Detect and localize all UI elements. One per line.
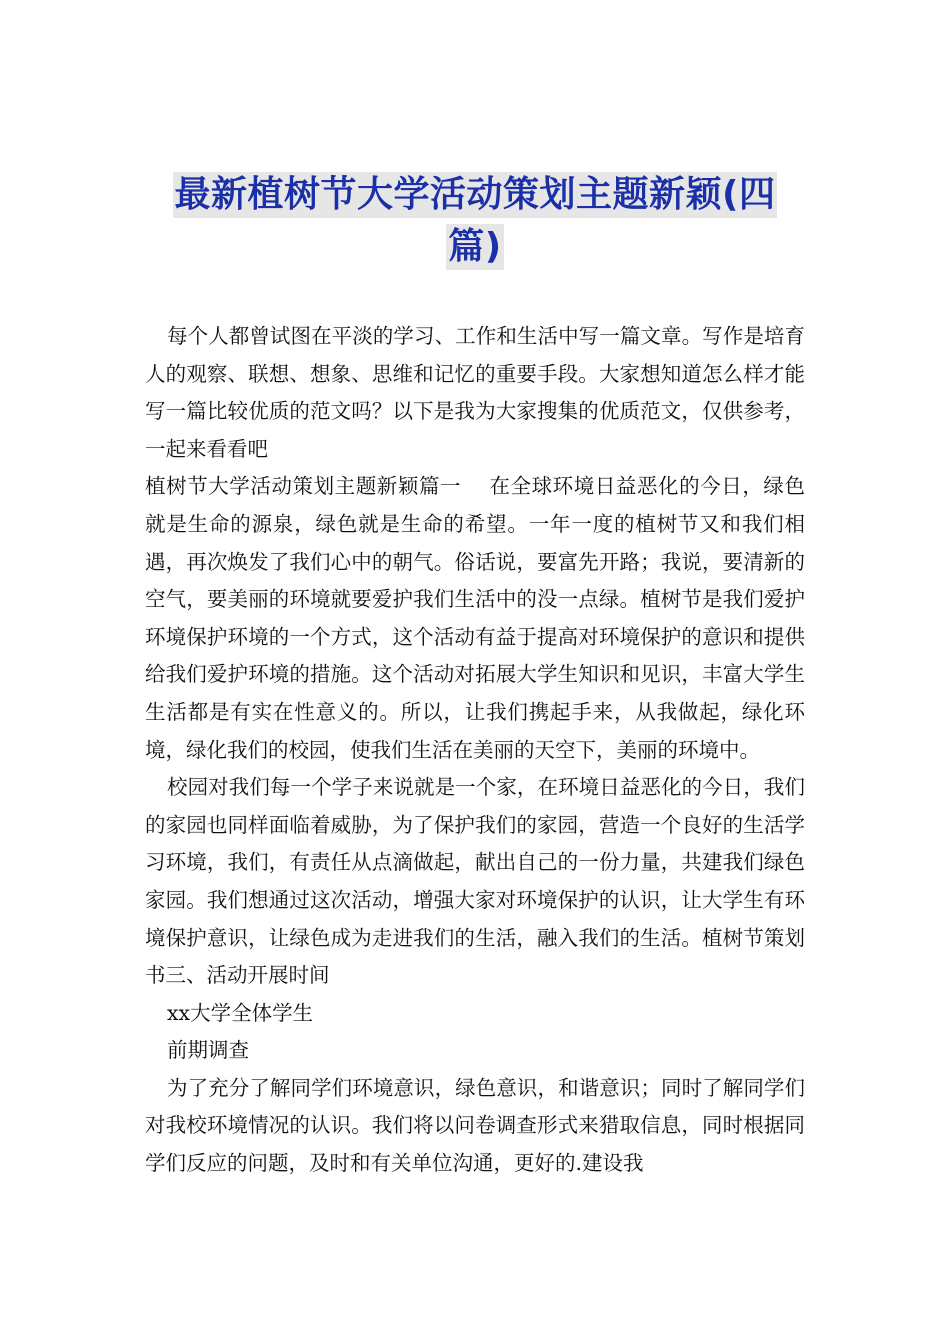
document-body <box>145 318 805 1183</box>
paragraph-survey: 为了充分了解同学们环境意识，绿色意识，和谐意识；同时了解同学们对我校环境情况的认识。我们将以问卷调查形式来猎取信息，同时根据同学们反应的问题，及时和有关单位沟通，更好的.建设我 <box>145 1075 805 1176</box>
title-line-2: 篇) <box>446 224 503 270</box>
paragraph-participants: xx大学全体学生 <box>167 1000 314 1025</box>
title-line-1: 最新植树节大学活动策划主题新颖(四 <box>173 172 778 218</box>
paragraph-campus: 校园对我们每一个学子来说就是一个家，在环境日益恶化的今日，我们的家园也同样面临着威胁，为了保护我们的家园，营造一个良好的生活学习环境，我们，有责任从点滴做起，献出自己的一份力量，共建我们绿色家园。我们想通过这次活动，增强大家对环境保护的认识，让大学生有环境保护意识，让绿色成为走进我们的生活，融入我们的生活。植树节策划书三、活动开展时间 <box>145 775 805 988</box>
paragraph-intro: 每个人都曾试图在平淡的学习、工作和生活中写一篇文章。写作是培育人的观察、联想、想象、思维和记忆的重要手段。大家想知道怎么样才能写一篇比较优质的范文吗？以下是我为大家搜集的优质范文，仅供参考，一起来看看吧 <box>145 324 805 461</box>
paragraph-section-one: 植树节大学活动策划主题新颖篇一 在全球环境日益恶化的今日，绿色就是生命的源泉，绿色就是生命的希望。一年一度的植树节又和我们相遇，再次焕发了我们心中的朝气。俗话说，要富先开路；我说，要清新的空气，要美丽的环境就要爱护我们生活中的没一点绿。植树节是我们爱护环境保护环境的一个方式，这个活动有益于提高对环境保护的意识和提供给我们爱护环境的措施。这个活动对拓展大学生知识和见识，丰富大学生生活都是有实在性意义的。所以，让我们携起手来，从我做起，绿化环境，绿化我们的校园，使我们生活在美丽的天空下，美丽的环境中。 <box>145 474 805 762</box>
paragraph-survey-heading: 前期调查 <box>167 1038 249 1063</box>
document-title <box>150 172 800 270</box>
